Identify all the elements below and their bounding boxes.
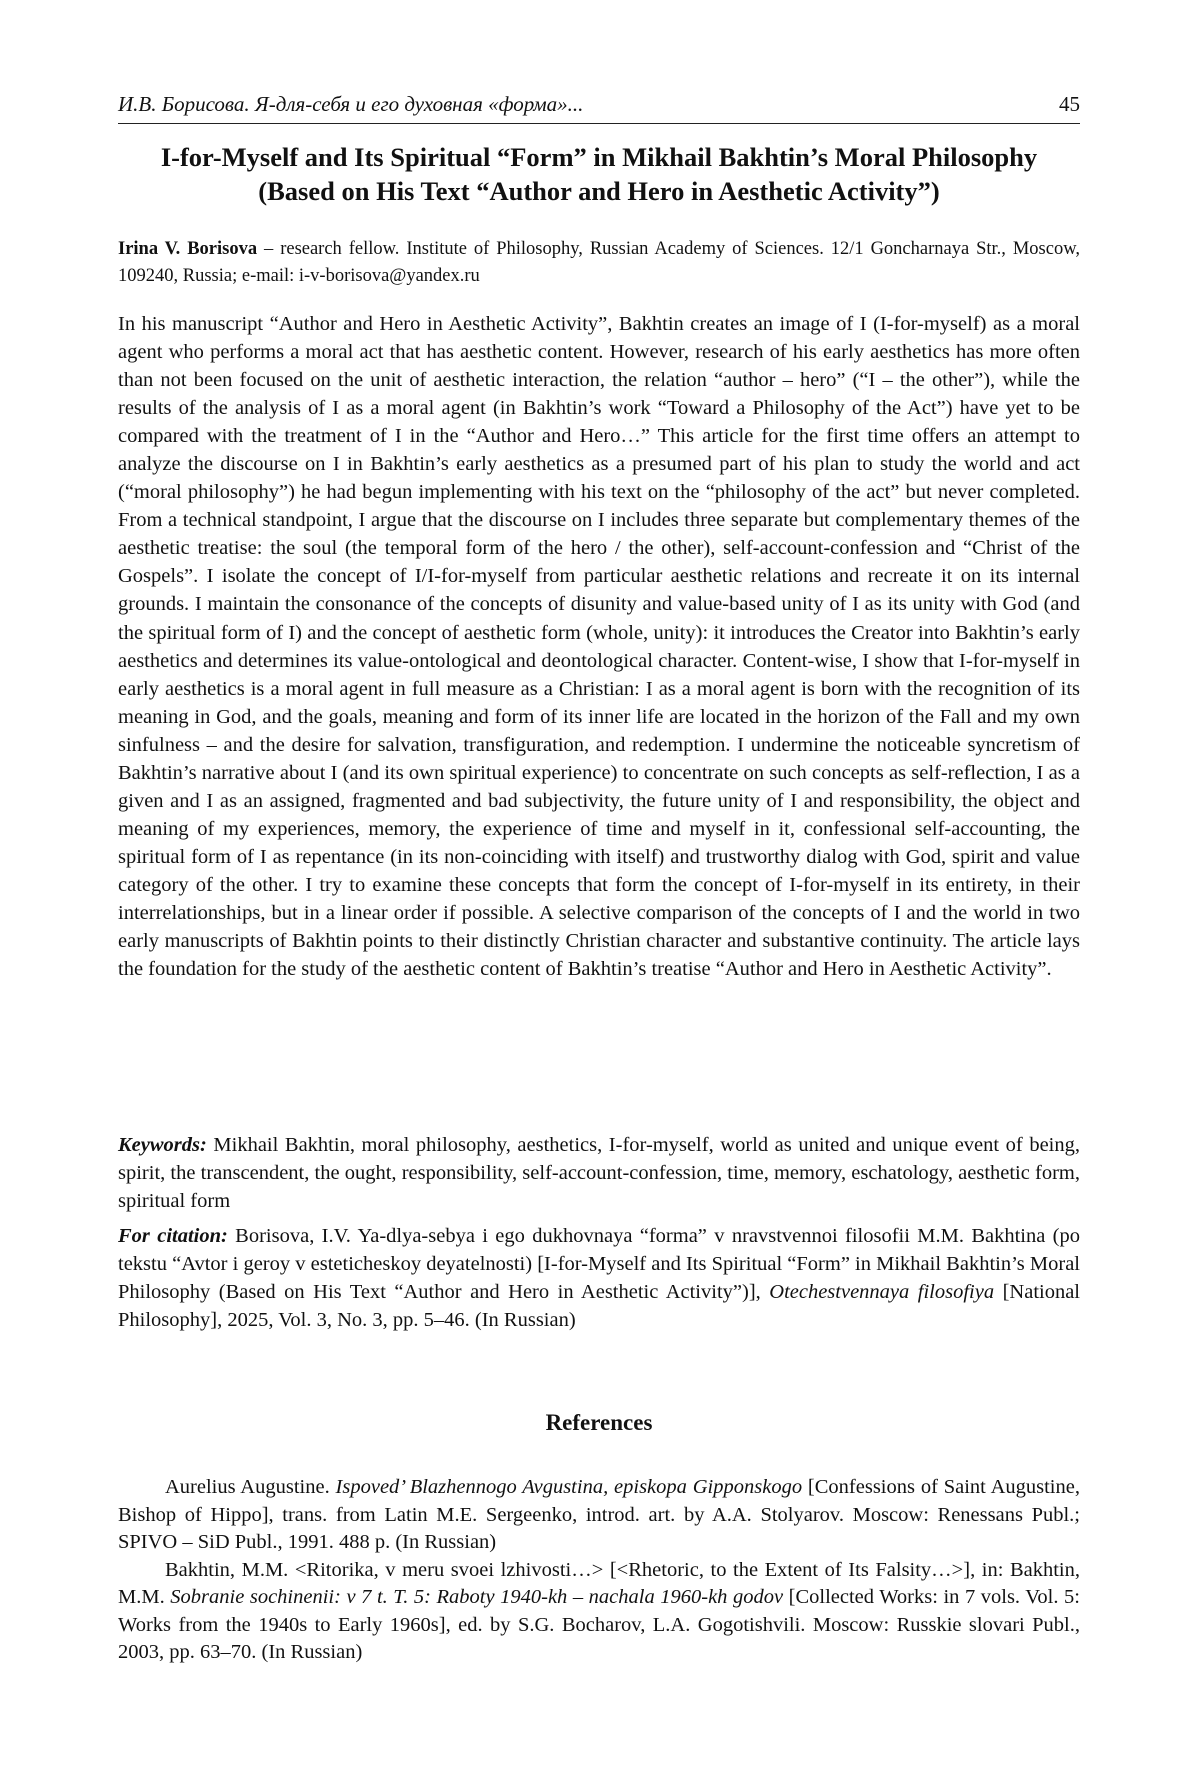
page-number: 45 [1059,92,1080,116]
keywords-text: Mikhail Bakhtin, moral philosophy, aesthetics, I-for-myself, world as united and unique event of being, spirit, the transcendent, the ought, responsibility, self-account-confession, time, memory, eschatology, aesthetic form, spiritual form [118,1134,1080,1212]
references-list [118,1474,1080,1667]
reference-title: Ispoved’ Blazhennogo Avgustina, episkopa Gipponskogo [335,1476,803,1498]
article-title-line-1: I-for-Myself and Its Spiritual “Form” in Mikhail Bakhtin’s Moral Philosophy [160,142,1038,172]
citation [118,1222,1080,1334]
article-title-line-2: (Based on His Text “Author and Hero in Aesthetic Activity”) [258,176,940,206]
running-header [118,92,1080,124]
citation-label: For citation: [118,1225,228,1247]
reference-text: [Collected Works: in 7 vols. Vol. 5: Works from the 1940s to Early 1960s], ed. by S.G. Bocharov, L.A. Gogotishvili. Moscow: Russkie slovari Publ., 2003, pp. 63–70. (In Russian) [118,1586,1080,1663]
reference-text: Bakhtin, M.M. <Ritorika, v meru svoei lzhivosti…> [<Rhetoric, to the Extent of Its Falsity…>], in: Bakhtin, M.M. [118,1558,1080,1608]
article-title [118,140,1080,208]
reference-text: Aurelius Augustine. [165,1476,336,1498]
author-info [118,236,1080,290]
citation-journal: Otechestvennaya filosofiya [769,1281,995,1303]
citation-text-end: [National Philosophy], 2025, Vol. 3, No. 3, pp. 5–46. (In Russian) [118,1281,1081,1331]
reference-title: Sobranie sochinenii: v 7 t. T. 5: Raboty 1940-kh – nachala 1960-kh godov [170,1586,784,1608]
reference-item [118,1557,1080,1667]
reference-item [118,1474,1080,1557]
author-affiliation: – research fellow. Institute of Philosophy, Russian Academy of Sciences. 12/1 Goncharnaya Str., Moscow, 109240, Russia; e-mail: i-v-borisova@yandex.ru [118,239,1080,286]
keywords [118,1131,1080,1215]
references-heading: References [545,1410,653,1435]
reference-text: [Confessions of Saint Augustine, Bishop of Hippo], trans. from Latin M.E. Sergeenko, introd. art. by A.A. Stolyarov. Moscow: Renessans Publ.; SPIVO – SiD Publ., 1991. 488 p. (In Russian) [118,1476,1080,1553]
author-name: Irina V. Borisova [118,239,258,259]
citation-text: Borisova, I.V. Ya-dlya-sebya i ego dukhovnaya “forma” v nravstvennoi filosofii M.M. Bakhtina (po tekstu “Avtor i geroy v esteticheskoy deyatelnosti) [I-for-Myself and Its Spiritual “Form” in Mikhail Bakhtin’s Moral Philosophy (Based on His Text “Author and Hero in Aesthetic Activity”)], [118,1225,1080,1303]
keywords-label: Keywords: [118,1134,207,1156]
running-title: И.В. Борисова. Я-для-себя и его духовная «форма»... [118,92,584,116]
abstract: In his manuscript “Author and Hero in Aesthetic Activity”, Bakhtin creates an image of I (I-for-myself) as a moral agent who performs a moral act that has aesthetic content. However, research of his early aesthetics has more often than not been focused on the unit of aesthetic interaction, the relation “author – hero” (“I – the other”), while the results of the analysis of I as a moral agent (in Bakhtin’s work “Toward a Philosophy of the Act”) have yet to be compared with the treatment of I in the “Author and Hero…” This article for the first time offers an attempt to analyze the discourse on I in Bakhtin’s early aesthetics as a presumed part of his plan to study the world and act (“moral philosophy”) he had begun implementing with his text on the “philosophy of the act” but never completed. From a technical standpoint, I argue that the discourse on I includes three separate but complementary themes of the aesthetic treatise: the soul (the temporal form of the hero / the other), self-account-confession and “Christ of the Gospels”. I isolate the concept of I/I-for-myself from particular aesthetic relations and recreate it on its internal grounds. I maintain the consonance of the concepts of disunity and value-based unity of I as its unity with God (and the spiritual form of I) and the concept of aesthetic form (whole, unity): it introduces the Creator into Bakhtin’s early aesthetics and determines its value-ontological and deontological character. Content-wise, I show that I-for-myself in early aesthetics is a moral agent in full measure as a Christian: I as a moral agent is born with the recognition of its meaning in God, and the goals, meaning and form of its inner life are located in the horizon of the Fall and my own sinfulness – and the desire for salvation, transfiguration, and redemption. I undermine the noticeable syncretism of Bakhtin’s narrative about I (and its own spiritual experience) to concentrate on such concepts as self-reflection, I as a given and I as an assigned, fragmented and bad subjectivity, the future unity of I and responsibility, the object and meaning of my experiences, memory, the experience of time and myself in it, confessional self-accounting, the spiritual form of I as repentance (in its non-coinciding with itself) and trustworthy dialog with God, spirit and value category of the other. I try to examine these concepts that form the concept of I-for-myself in its entirety, in their interrelationships, but in a linear order if possible. A selective comparison of the concepts of I and the world in two early manuscripts of Bakhtin points to their distinctly Christian character and substantive continuity. The article lays the foundation for the study of the aesthetic content of Bakhtin’s treatise “Author and Hero in Aesthetic Activity”. [118,313,1080,981]
